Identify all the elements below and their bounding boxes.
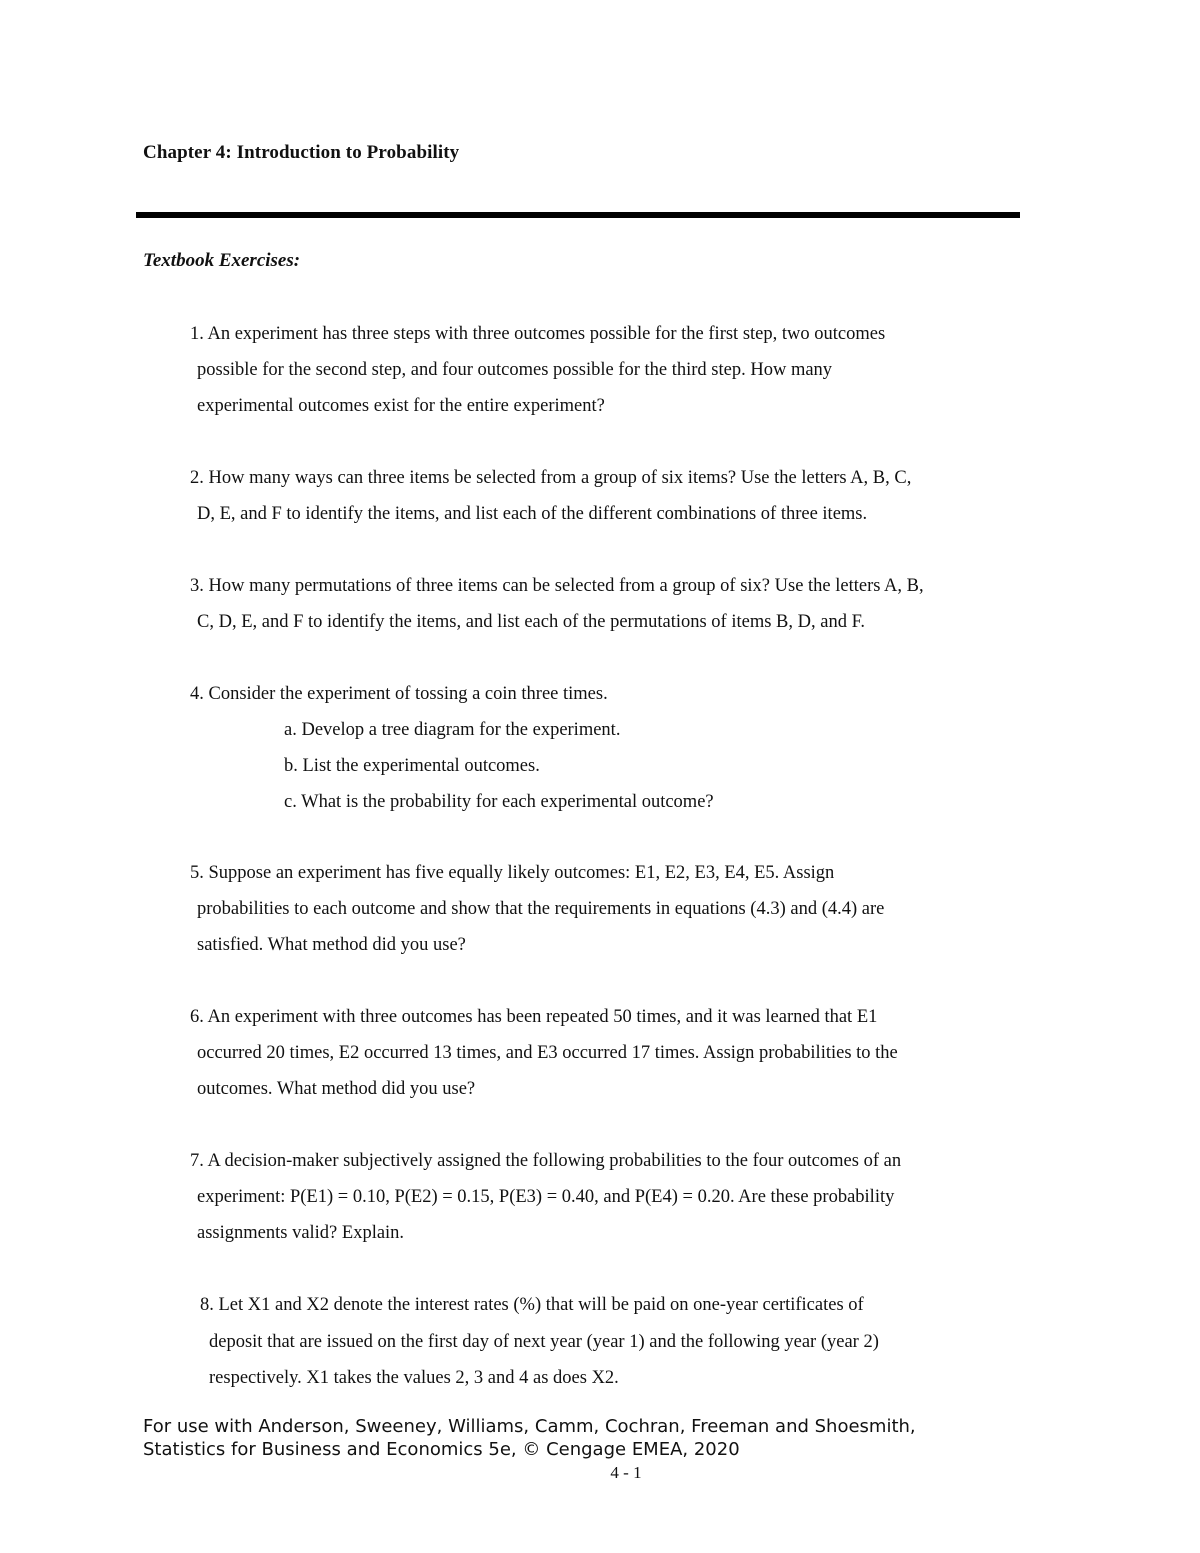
title-rule: [136, 212, 1020, 218]
question-3-line-1: 3. How many permutations of three items can be selected from a group of six? Use the letters A, B,: [190, 576, 924, 596]
question-2-line-2: D, E, and F to identify the items, and list each of the different combinations of three items.: [197, 504, 868, 524]
footer-credit: [143, 1415, 916, 1461]
question-8-line-2: deposit that are issued on the first day of next year (year 1) and the following year (year 2): [209, 1332, 879, 1352]
footer-credit-line-2: Statistics for Business and Economics 5e, © Cengage EMEA, 2020: [143, 1439, 740, 1460]
question-5-line-1: 5. Suppose an experiment has five equally likely outcomes: E1, E2, E3, E4, E5. Assign: [190, 863, 835, 883]
question-5-line-2: probabilities to each outcome and show that the requirements in equations (4.3) and (4.4) are: [197, 899, 885, 919]
question-8-line-3: respectively. X1 takes the values 2, 3 and 4 as does X2.: [209, 1368, 619, 1388]
question-7-line-1: 7. A decision-maker subjectively assigned the following probabilities to the four outcomes of an: [190, 1151, 902, 1171]
question-7-line-3: assignments valid? Explain.: [197, 1223, 405, 1243]
footer-credit-line-1: For use with Anderson, Sweeney, Williams, Camm, Cochran, Freeman and Shoesmith,: [143, 1416, 916, 1437]
question-4-subpart-c: c. What is the probability for each experimental outcome?: [284, 792, 714, 812]
question-8-line-1: 8. Let X1 and X2 denote the interest rates (%) that will be paid on one-year certificates of: [200, 1295, 864, 1315]
question-6-line-3: outcomes. What method did you use?: [197, 1079, 476, 1099]
question-6-line-1: 6. An experiment with three outcomes has been repeated 50 times, and it was learned that E1: [190, 1007, 878, 1027]
question-7-line-2: experiment: P(E1) = 0.10, P(E2) = 0.15, P(E3) = 0.40, and P(E4) = 0.20. Are these probability: [197, 1187, 895, 1207]
question-5-line-3: satisfied. What method did you use?: [197, 935, 466, 955]
chapter-title: Chapter 4: Introduction to Probability: [143, 142, 460, 163]
question-1-line-1: 1. An experiment has three steps with three outcomes possible for the first step, two outcomes: [190, 324, 886, 344]
question-3-line-2: C, D, E, and F to identify the items, and list each of the permutations of items B, D, and F.: [197, 612, 866, 632]
page-number: 4 - 1: [610, 1463, 642, 1482]
question-4-line-1: 4. Consider the experiment of tossing a coin three times.: [190, 684, 608, 704]
question-1-line-3: experimental outcomes exist for the entire experiment?: [197, 396, 605, 416]
section-heading: Textbook Exercises:: [143, 250, 301, 271]
question-4-subpart-b: b. List the experimental outcomes.: [284, 756, 540, 776]
question-6-line-2: occurred 20 times, E2 occurred 13 times, and E3 occurred 17 times. Assign probabilities to the: [197, 1043, 898, 1063]
question-4-subpart-a: a. Develop a tree diagram for the experiment.: [284, 720, 621, 740]
question-2-line-1: 2. How many ways can three items be selected from a group of six items? Use the letters A, B, C,: [190, 468, 912, 488]
question-1-line-2: possible for the second step, and four outcomes possible for the third step. How many: [197, 360, 833, 380]
